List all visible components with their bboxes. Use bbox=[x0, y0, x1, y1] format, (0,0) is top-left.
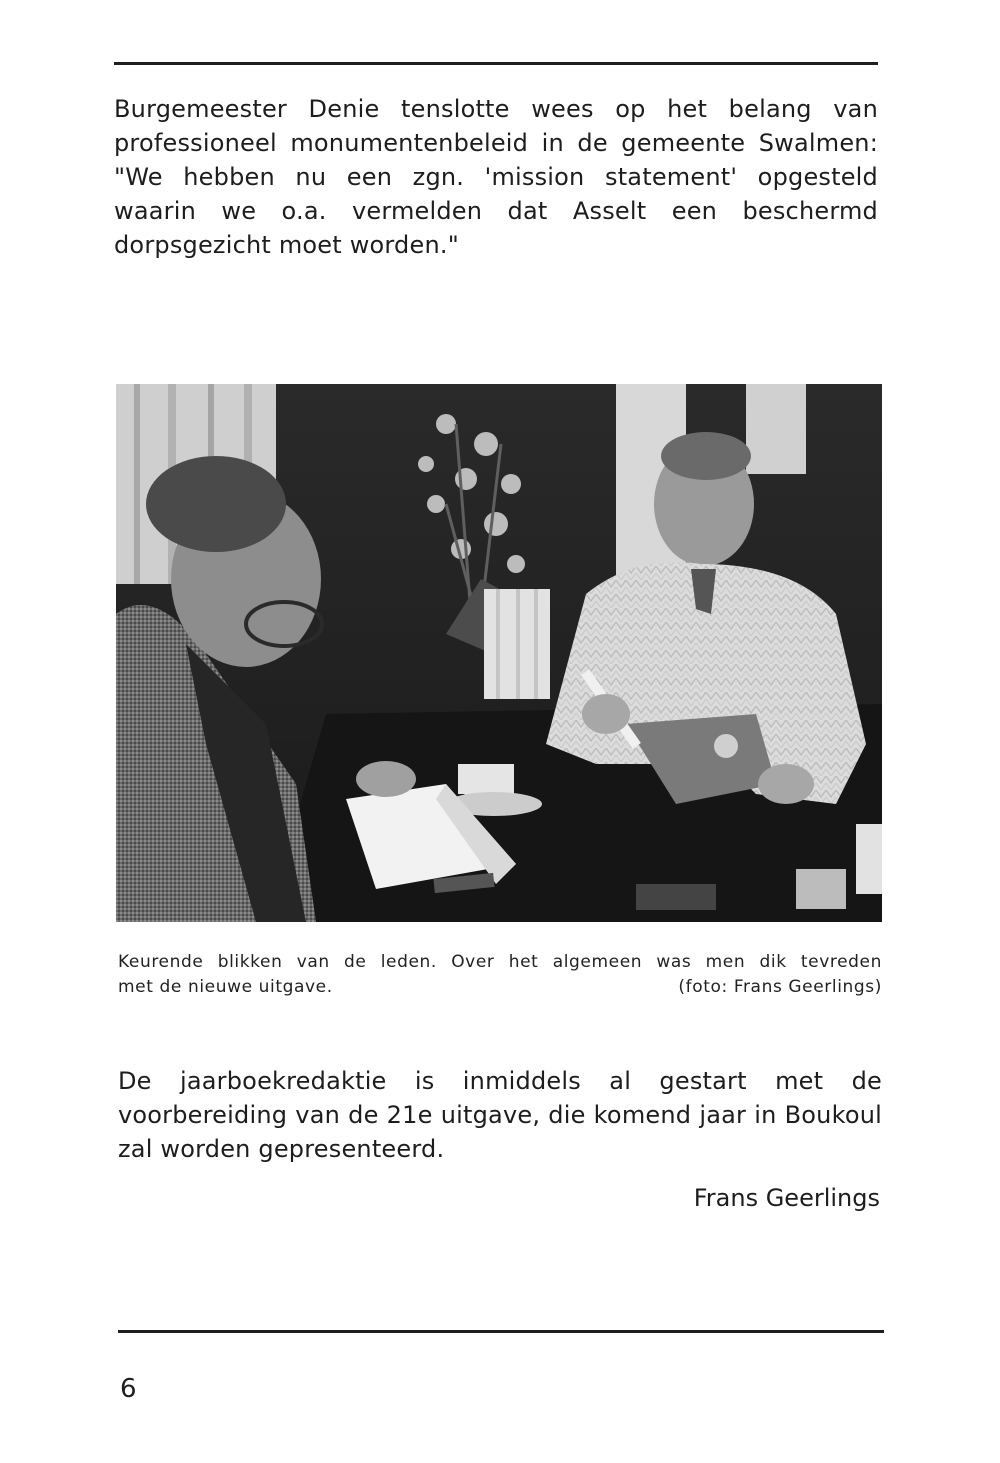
closing-paragraph: De jaarboekredaktie is inmiddels al gestart met de voorbereiding van de 21e uitgave, die komend jaar in Boukoul zal worden gepresenteerd. bbox=[118, 1067, 882, 1163]
caption-line-1: Keurende blikken van de leden. Over het algemeen was men dik tevreden bbox=[118, 952, 882, 972]
bottom-rule bbox=[118, 1330, 884, 1333]
intro-paragraph: Burgemeester Denie tenslotte wees op het belang van professioneel monumentenbeleid in de gemeente Swalmen: "We hebben nu een zgn. 'mission statement' opgesteld waarin we o.a. vermelden dat Asselt een beschermd dorpsgezicht moet worden." bbox=[114, 95, 878, 259]
photo-credit: (foto: Frans Geerlings) bbox=[678, 977, 882, 997]
page-number: 6 bbox=[120, 1374, 137, 1404]
caption-line-2 bbox=[118, 975, 882, 1000]
photo-two-men-reading bbox=[116, 384, 882, 922]
top-rule bbox=[114, 62, 878, 65]
photo-caption bbox=[118, 950, 882, 1000]
author-signature: Frans Geerlings bbox=[693, 1184, 880, 1212]
caption-line-2-text: met de nieuwe uitgave. bbox=[118, 977, 333, 997]
